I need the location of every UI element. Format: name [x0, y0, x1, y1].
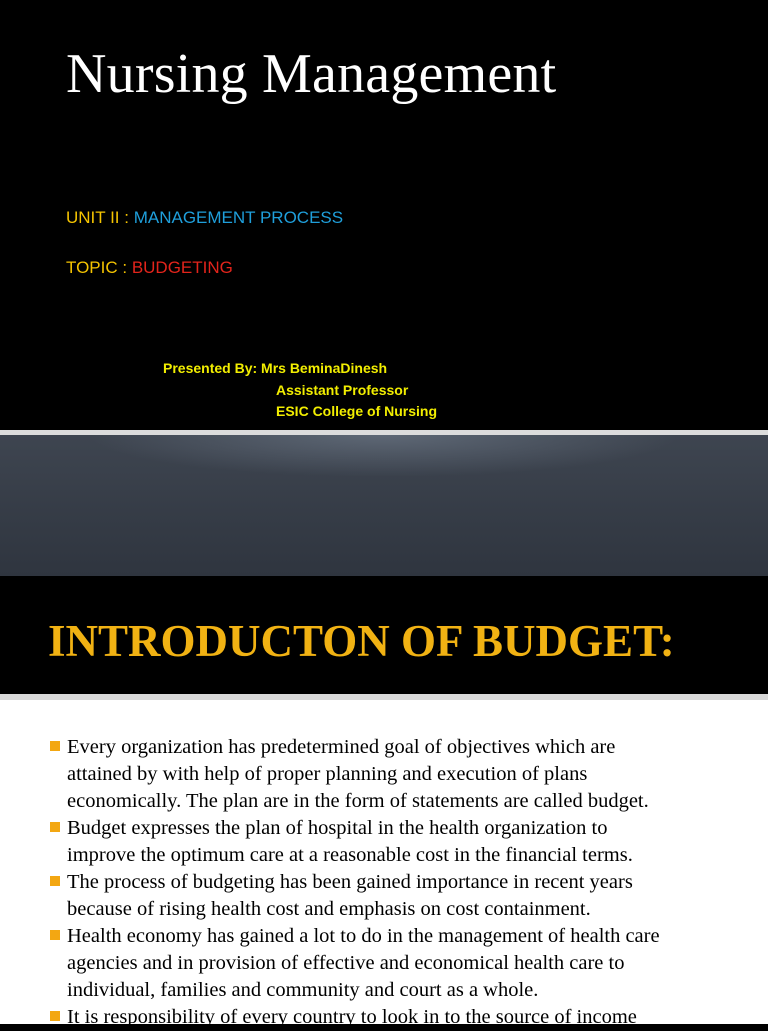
square-bullet-icon: [50, 1011, 60, 1021]
unit-label: UNIT II :: [66, 208, 134, 227]
topic-line: [66, 258, 233, 278]
list-item: [50, 869, 740, 923]
section-title: INTRODUCTON OF BUDGET:: [48, 616, 675, 666]
unit-value: MANAGEMENT PROCESS: [133, 208, 344, 227]
list-item: [50, 923, 740, 1004]
square-bullet-icon: [50, 876, 60, 886]
bullet-text: Health economy has gained a lot to do in the management of health care agencies and in provision of effective and economical health care to individual, families and community and court as a whole.: [67, 925, 660, 1001]
bullet-list: [50, 734, 740, 1031]
list-item: [50, 815, 740, 869]
title-slide: [0, 0, 768, 430]
bullet-text: It is responsibility of every country to look in to the source of income: [67, 1006, 637, 1028]
topic-label: TOPIC :: [66, 258, 132, 277]
bullet-text: The process of budgeting has been gained importance in recent years because of rising health cost and emphasis on cost containment.: [67, 871, 633, 920]
slide-title: Nursing Management: [66, 43, 557, 105]
presenter-institution: ESIC College of Nursing: [276, 403, 438, 419]
list-item: [50, 1004, 740, 1031]
presenter-designation: Assistant Professor: [276, 382, 409, 398]
bullet-text: Every organization has predetermined goal of objectives which are attained by with help of proper planning and execution of plans economically. The plan are in the form of statements are called budget.: [67, 736, 649, 812]
unit-line: [66, 208, 343, 228]
list-item: [50, 734, 740, 815]
presenter-name: Presented By: Mrs BeminaDinesh: [163, 360, 388, 376]
square-bullet-icon: [50, 930, 60, 940]
topic-value: BUDGETING: [131, 258, 233, 277]
decorative-band: [0, 435, 768, 576]
square-bullet-icon: [50, 741, 60, 751]
square-bullet-icon: [50, 822, 60, 832]
bullet-text: Budget expresses the plan of hospital in the health organization to improve the optimum care at a reasonable cost in the financial terms.: [67, 817, 633, 866]
